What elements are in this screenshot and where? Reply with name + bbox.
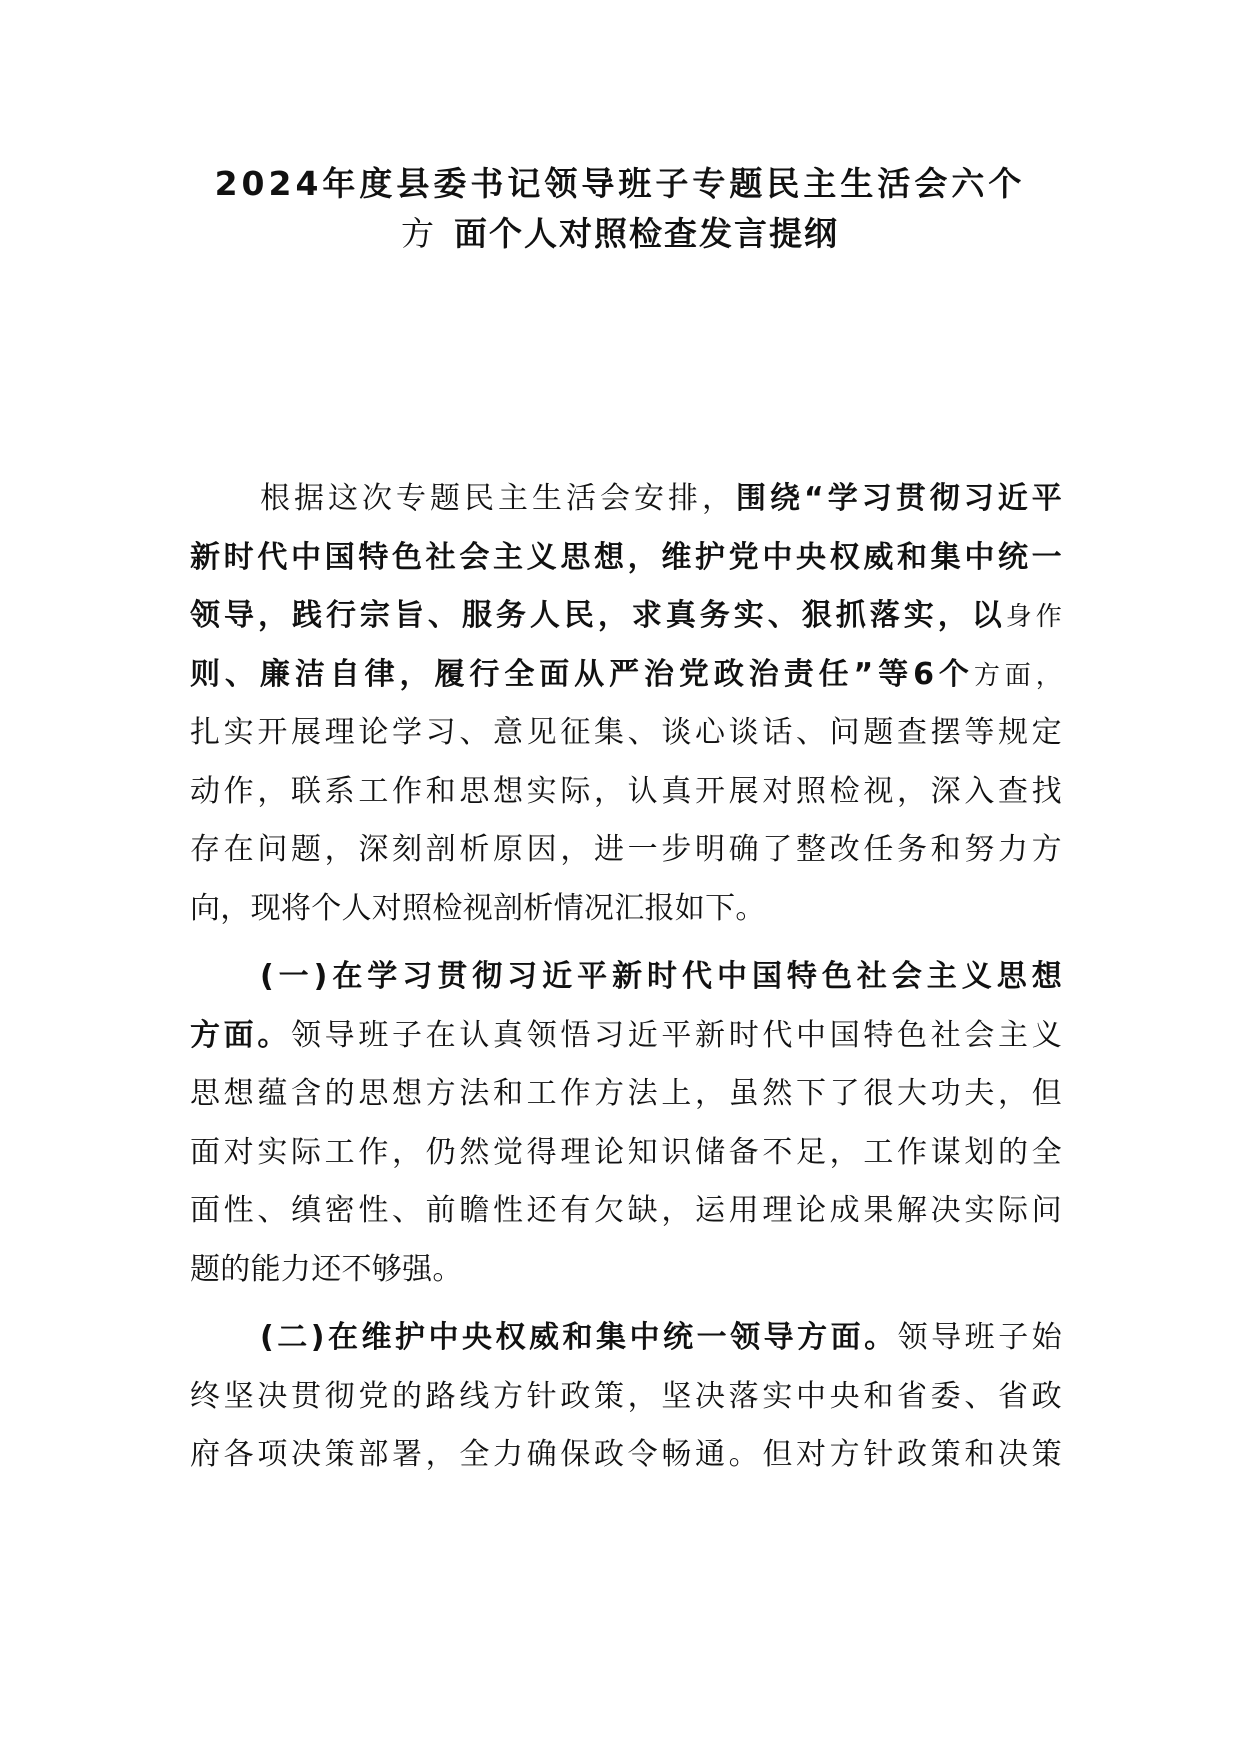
intro-line-8: 向，现将个人对照检视剖析情况汇报如下。 — [190, 890, 766, 926]
title-text-2a: 方 — [401, 214, 436, 253]
intro-line-2: 新时代中国特色社会主义思想，维护党中央权威和集中统一 — [190, 539, 1062, 575]
intro-line-5: 扎实开展理论学习、意见征集、谈心谈话、问题查摆等规定 — [190, 715, 1062, 750]
title-text-1: 2024年度县委书记领导班子专题民主生活会六个 — [214, 164, 1026, 203]
intro-line-6: 动作，联系工作和思想实际，认真开展对照检视，深入查找 — [190, 773, 1062, 809]
doc-title-line2 — [150, 208, 1090, 255]
document-body — [190, 470, 1062, 1485]
section2-line-3: 府各项决策部署，全力确保政令畅通。但对方针政策和决策 — [190, 1437, 1062, 1472]
section2-line-2: 终坚决贯彻党的路线方针政策，坚决落实中央和省委、省政 — [190, 1378, 1062, 1414]
intro-line-3: 领导，践行宗旨、服务人民，求真务实、狠抓落实，以身作 — [190, 598, 1062, 633]
intro-line-7: 存在问题，深刻剖析原因，进一步明确了整改任务和努力方 — [190, 832, 1062, 867]
section1-line-6: 题的能力还不够强。 — [190, 1251, 463, 1287]
section2-heading-line: (二)在维护中央权威和集中统一领导方面。领导班子始 — [260, 1320, 1063, 1355]
intro-line-4: 则、廉洁自律，履行全面从严治党政治责任”等6个方面， — [190, 656, 1062, 692]
section1-line-5: 面性、缜密性、前瞻性还有欠缺，运用理论成果解决实际问 — [190, 1193, 1062, 1228]
section1-line-3: 思想蕴含的思想方法和工作方法上，虽然下了很大功夫，但 — [190, 1076, 1062, 1111]
section1-line-2: 方面。领导班子在认真领悟习近平新时代中国特色社会主义 — [190, 1017, 1062, 1053]
intro-line-1: 根据这次专题民主生活会安排，围绕“学习贯彻习近平 — [260, 481, 1063, 516]
doc-title-line1 — [150, 158, 1090, 205]
section1-heading-line: (一)在学习贯彻习近平新时代中国特色社会主义思想 — [260, 959, 1062, 994]
section1-line-4: 面对实际工作，仍然觉得理论知识储备不足，工作谋划的全 — [190, 1134, 1062, 1170]
title-text-2b: 面个人对照检查发言提纲 — [454, 214, 839, 253]
